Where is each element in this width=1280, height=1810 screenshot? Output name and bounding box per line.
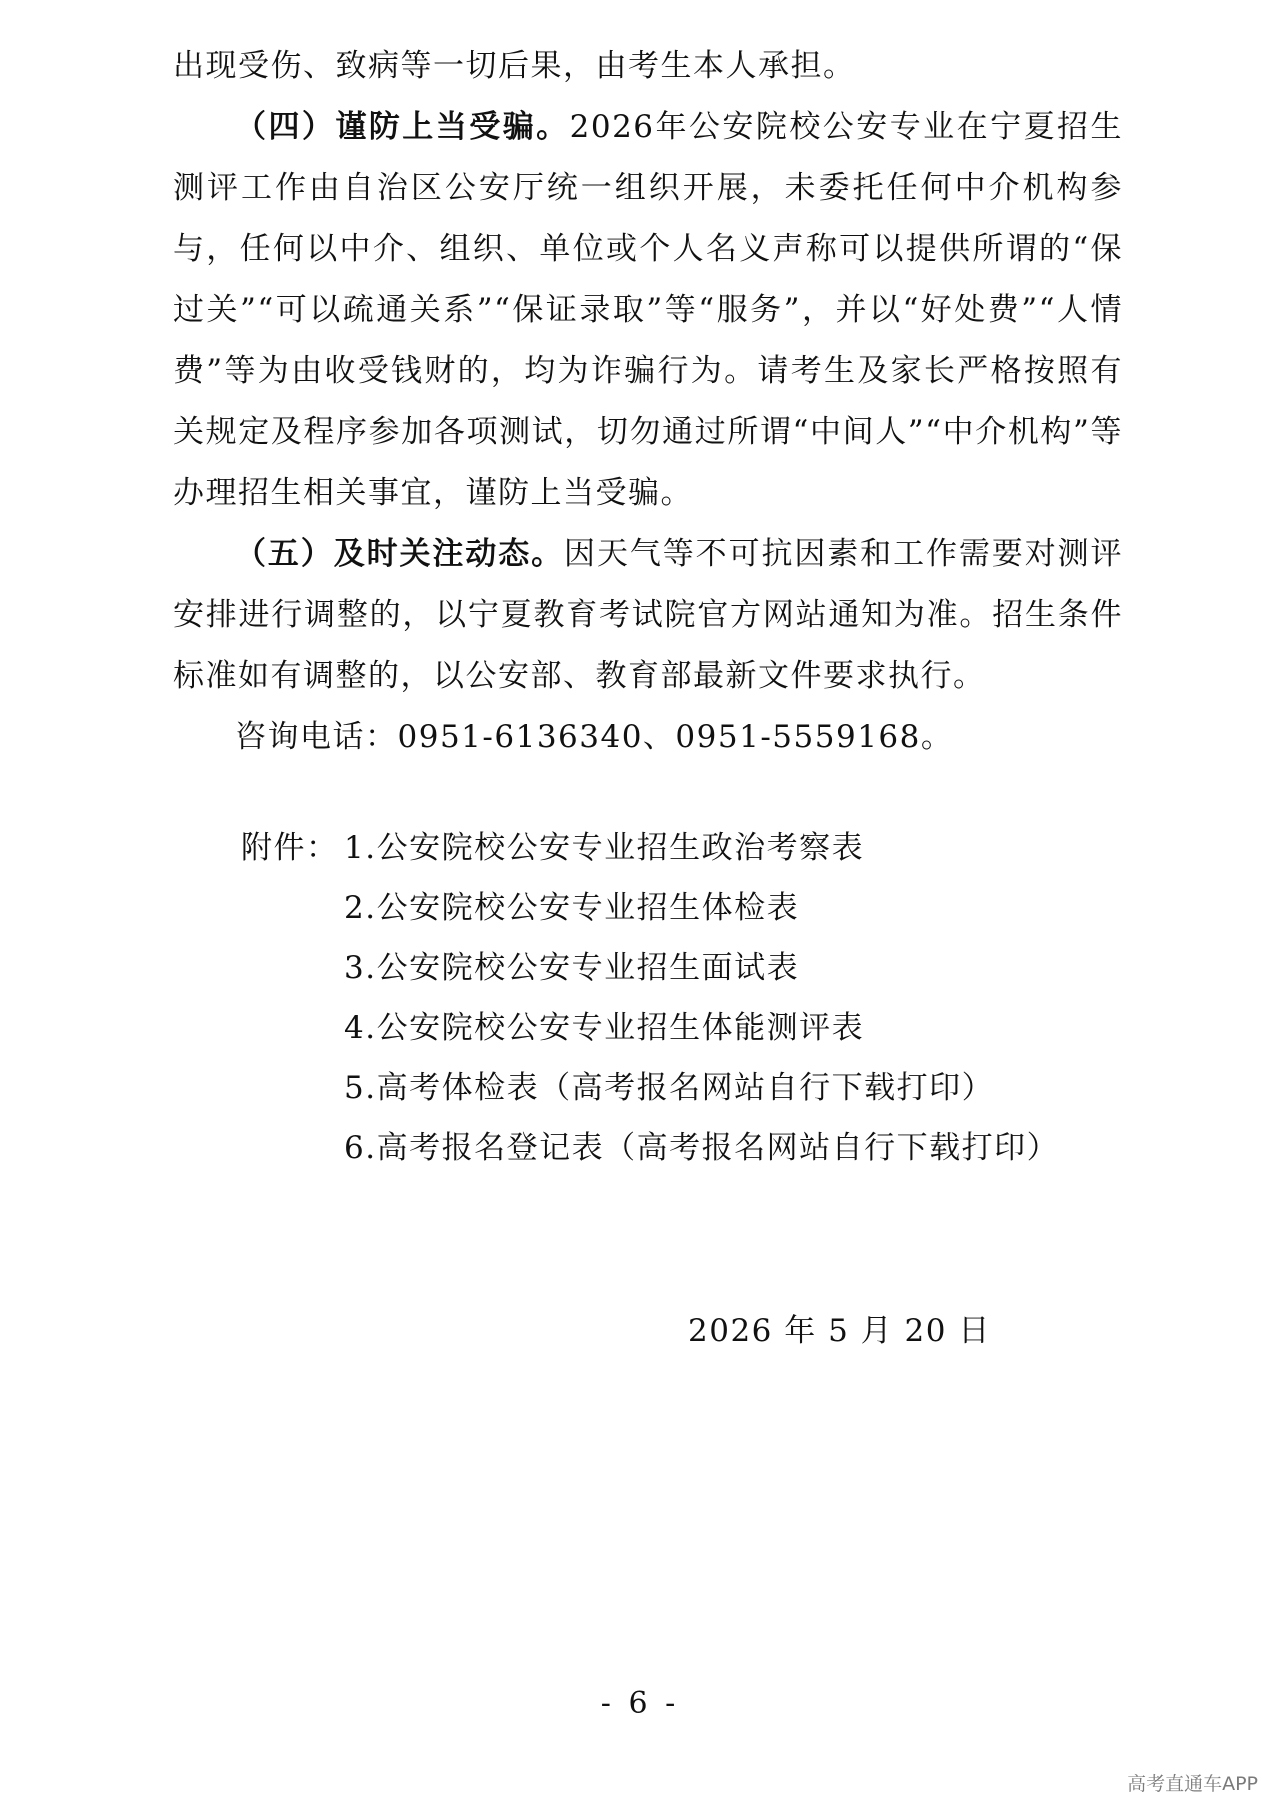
attachment-item: 5.高考体检表（高考报名网站自行下载打印）	[344, 1070, 995, 1106]
paragraph-contact-phone	[173, 707, 1123, 768]
paragraph-fraud-warning	[173, 97, 1123, 524]
paragraph-continuation	[173, 36, 1123, 97]
paragraph-text: 2026年公安院校公安专业在宁夏招生测评工作由自治区公安厅统一组织开展，未委托任何中介机构参与，任何以中介、组织、单位或个人名义声称可以提供所谓的“保过关”“可以疏通关系”“保证录取”等“服务”，并以“好处费”“人情费”等为由收受钱财的，均为诈骗行为。请考生及家长严格按照有关规定及程序参加各项测试，切勿通过所谓“中间人”“中介机构”等办理招生相关事宜，谨防上当受骗。	[173, 109, 1123, 511]
attachment-row	[241, 938, 1059, 998]
document-date: 2026 年 5 月 20 日	[688, 1313, 991, 1349]
watermark-text: 高考直通车APP	[1127, 1773, 1258, 1795]
paragraph-text: 因天气等不可抗因素和工作需要对测评安排进行调整的，以宁夏教育考试院官方网站通知为准。招生条件标准如有调整的，以公安部、教育部最新文件要求执行。	[173, 536, 1124, 694]
document-body	[173, 36, 1123, 768]
section-heading-5: （五）及时关注动态。	[235, 536, 565, 572]
attachment-item: 1.公安院校公安专业招生政治考察表	[344, 830, 865, 866]
attachment-item: 6.高考报名登记表（高考报名网站自行下载打印）	[344, 1130, 1060, 1166]
attachments-label: 附件：	[241, 830, 339, 866]
attachment-row	[241, 998, 1059, 1058]
page-number: - 6 -	[600, 1686, 680, 1721]
attachment-row	[241, 1058, 1059, 1118]
attachment-row	[241, 878, 1059, 938]
paragraph-follow-updates	[173, 524, 1123, 707]
paragraph-text: 出现受伤、致病等一切后果，由考生本人承担。	[173, 48, 856, 84]
contact-phone-text: 咨询电话：0951-6136340、0951-5559168。	[235, 719, 954, 755]
section-heading-4: （四）谨防上当受骗。	[235, 109, 570, 145]
attachment-row	[241, 1118, 1059, 1178]
attachment-item: 3.公安院校公安专业招生面试表	[344, 950, 800, 986]
attachments-list	[241, 818, 1059, 1178]
attachment-row	[241, 818, 1059, 878]
attachment-item: 4.公安院校公安专业招生体能测评表	[344, 1010, 865, 1046]
attachment-item: 2.公安院校公安专业招生体检表	[344, 890, 800, 926]
